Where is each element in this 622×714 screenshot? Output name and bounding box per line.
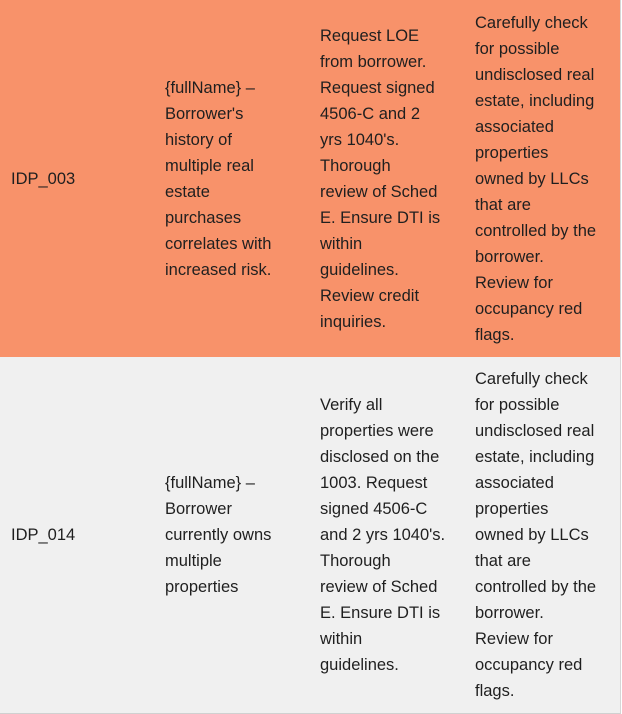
rule-guidance: Carefully check for possible undisclosed real estate, including associated properties owned by LLCs that are controlled by the borrower. Review for occupancy red flags. <box>475 13 597 344</box>
rule-description: {fullName} – Borrower's history of multiple real estate purchases correlates with increased risk. <box>165 78 272 279</box>
rule-action: Request LOE from borrower. Request signed 4506-C and 2 yrs 1040's. Thorough review of Sched E. Ensure DTI is within guidelines. Review credit inquiries. <box>320 26 441 331</box>
rule-guidance: Carefully check for possible undisclosed real estate, including associated properties owned by LLCs that are controlled by the borrower. Review for occupancy red flags. <box>475 370 597 700</box>
rule-action-cell <box>320 357 470 713</box>
rule-guidance-cell <box>475 357 621 713</box>
rule-description: {fullName} – Borrower currently owns multiple properties <box>165 474 272 596</box>
rule-description-cell <box>165 357 315 713</box>
table-row <box>0 357 621 714</box>
rule-guidance-cell <box>475 0 621 357</box>
rule-description-cell <box>165 0 315 357</box>
rule-action: Verify all properties were disclosed on the 1003. Request signed 4506-C and 2 yrs 1040's. Thorough review of Sched E. Ensure DTI is within guidelines. <box>320 396 446 674</box>
rule-id-cell <box>11 357 161 713</box>
rule-id: IDP_003 <box>11 169 76 188</box>
rule-id: IDP_014 <box>11 526 76 544</box>
rule-id-cell <box>11 0 161 357</box>
rule-action-cell <box>320 0 470 357</box>
table-row <box>0 0 621 357</box>
